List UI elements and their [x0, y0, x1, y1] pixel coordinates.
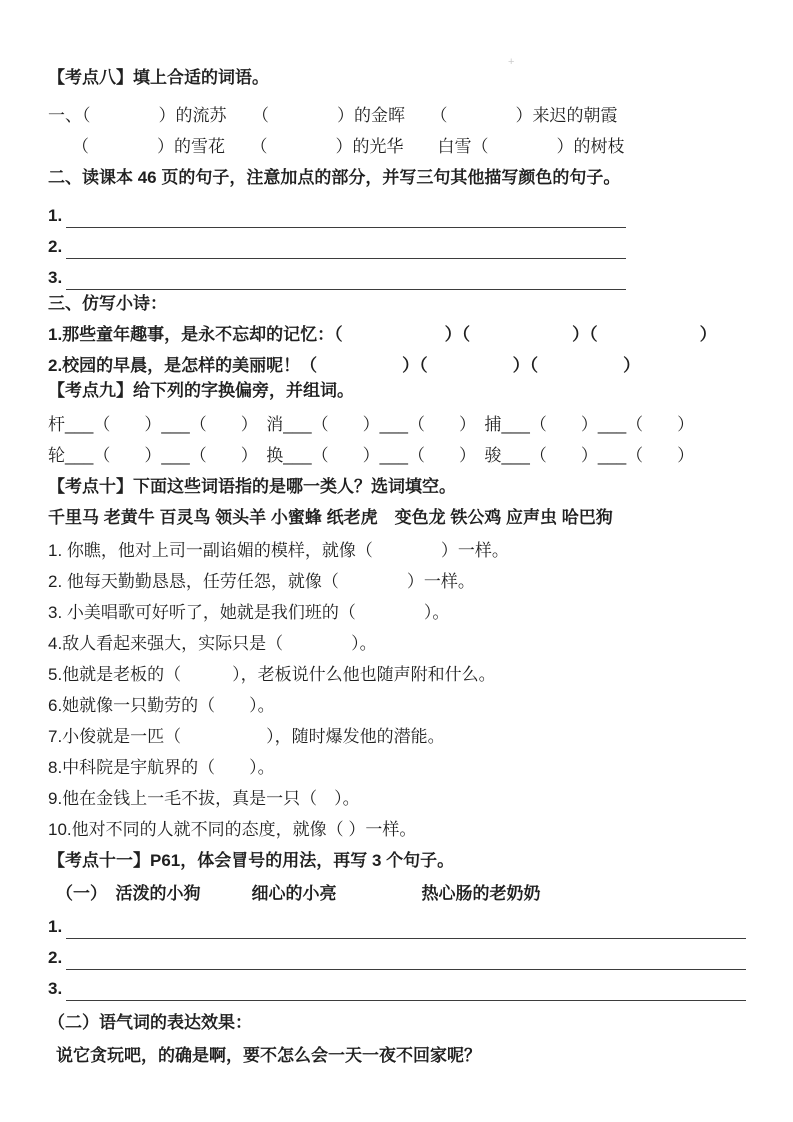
answer-line-number: 2. — [48, 948, 63, 967]
kaodian10-item: 3. 小美唱歌可好听了，她就是我们班的（ ）。 — [48, 603, 450, 622]
kaodian9-radical-line-1: 杆___（ ）___（ ） 消___（ ）___（ ） 捕___（ ）___（ ） — [48, 415, 695, 434]
section-kaodian-8 — [48, 62, 757, 381]
answer-line-number: 3. — [48, 268, 63, 287]
kaodian11-part2-header: （二）语气词的表达效果： — [48, 1013, 252, 1032]
kaodian10-item: 8.中科院是宇航界的（ ）。 — [48, 758, 275, 777]
kaodian8-header: 【考点八】填上合适的词语。 — [48, 68, 269, 87]
kaodian10-item: 7.小俊就是一匹（ ），随时爆发他的潜能。 — [48, 727, 445, 746]
kaodian10-item: 4.敌人看起来强大，实际只是（ ）。 — [48, 634, 377, 653]
answer-line-number: 1. — [48, 206, 63, 225]
kaodian10-item: 9.他在金钱上一毛不拔，真是一只（ ）。 — [48, 789, 360, 808]
kaodian10-item: 10.他对不同的人就不同的态度，就像（ ）一样。 — [48, 820, 417, 839]
answer-line-number: 1. — [48, 917, 63, 936]
kaodian11-part1-examples: （一） 活泼的小狗 细心的小亮 热心肠的老奶奶 — [56, 884, 541, 903]
kaodian8-part3-line-1: 1.那些童年趣事，是永不忘却的记忆：（ ）（ ）（ ） — [48, 325, 717, 344]
answer-underline — [66, 269, 626, 290]
stray-mark: + — [508, 56, 515, 68]
section-kaodian-9 — [48, 375, 757, 471]
answer-line — [48, 228, 757, 259]
kaodian8-part3-header: 三、仿写小诗： — [48, 294, 167, 313]
kaodian10-item: 2. 他每天勤勤恳恳，任劳任怨，就像（ ）一样。 — [48, 572, 475, 591]
answer-underline — [66, 949, 746, 970]
kaodian9-header: 【考点九】给下列的字换偏旁，并组词。 — [48, 381, 354, 400]
kaodian10-item: 5.他就是老板的（ ），老板说什么他也随声附和什么。 — [48, 665, 496, 684]
section-kaodian-10 — [48, 471, 757, 845]
answer-line — [48, 259, 757, 290]
kaodian9-radical-line-2: 轮___（ ）___（ ） 换___（ ）___（ ） 骏___（ ）___（ ） — [48, 446, 695, 465]
answer-line-number: 3. — [48, 979, 63, 998]
answer-underline — [66, 918, 746, 939]
answer-line — [48, 908, 757, 939]
answer-underline — [66, 238, 626, 259]
answer-underline — [66, 980, 746, 1001]
answer-underline — [66, 207, 626, 228]
kaodian10-header: 【考点十】下面这些词语指的是哪一类人？选词填空。 — [48, 477, 456, 496]
kaodian8-fill-line-1: 一、（ ）的流苏 （ ）的金晖 （ ）来迟的朝霞 — [48, 106, 618, 125]
kaodian8-fill-line-2: （ ）的雪花 （ ）的光华 白雪（ ）的树枝 — [72, 137, 625, 156]
answer-line — [48, 197, 757, 228]
answer-line — [48, 970, 757, 1001]
kaodian11-header: 【考点十一】P61，体会冒号的用法，再写 3 个句子。 — [48, 851, 455, 870]
kaodian8-part3-line-2: 2.校园的早晨，是怎样的美丽呢！（ ）（ ）（ ） — [48, 356, 641, 375]
kaodian11-part2-sentence: 说它贪玩吧，的确是啊，要不怎么会一天一夜不回家呢？ — [56, 1046, 481, 1065]
kaodian10-item: 1. 你瞧，他对上司一副谄媚的模样，就像（ ）一样。 — [48, 541, 509, 560]
section-kaodian-11 — [48, 845, 757, 1071]
kaodian10-word-bank: 千里马 老黄牛 百灵鸟 领头羊 小蜜蜂 纸老虎 变色龙 铁公鸡 应声虫 哈巴狗 — [48, 508, 613, 527]
answer-line — [48, 939, 757, 970]
kaodian10-item: 6.她就像一只勤劳的（ ）。 — [48, 696, 275, 715]
kaodian8-part2-header: 二、读课本 46 页的句子，注意加点的部分，并写三句其他描写颜色的句子。 — [48, 168, 621, 187]
answer-line-number: 2. — [48, 237, 63, 256]
